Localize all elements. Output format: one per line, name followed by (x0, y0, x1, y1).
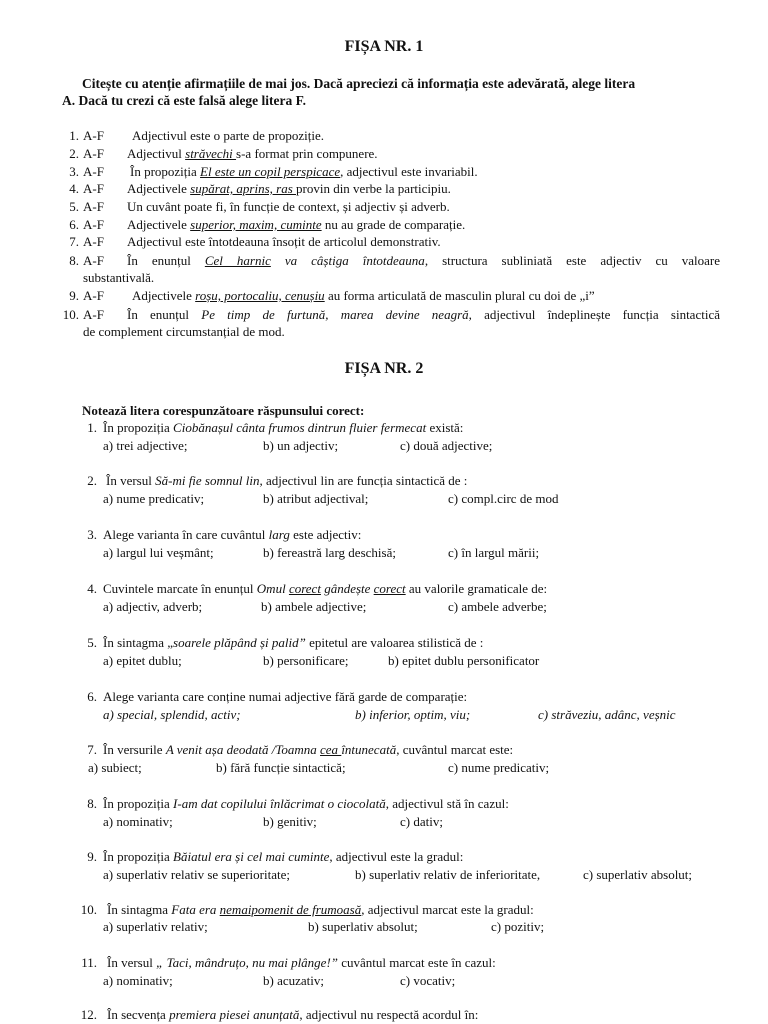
document-page: FIȘA NR. 1 Citește cu atenție afirmațiile de mai jos. Dacă apreciezi că informația este adevărată, alege litera A. Dacă tu crezi că este falsă alege litera F. 1. A-F Adjectivul este o parte de propoziție. 2. A-F Adjectivul străvechi s-a format prin compunere. 3. A-F În propoziția El este un copil perspicace, adjectivul este invariabil. 4. A-F Adjectivele supărat, aprins, ras provin din verbe la participiu. 5. A-F Un cuvânt poate fi, în funcție de context, și adjectiv și adverb. 6. A-F Adjectivele superior, maxim, cuminte nu au grade de comparație. 7. A-F Adjectivul este întotdeauna însoțit de articolul demonstrativ. 8. A-F În enunțul Cel harnic va câștiga întotdeauna, structura subliniată este adjectiv cu valoare substantivală. 9. A-F Adjectivele roșu, portocaliu, cenușiu au forma articulată de masculin plural cu doi de „i” 10. A-F În enunțul Pe timp de furtună, marea devine neagră, adjectivul îndeplinește funcția sintactică de complement circumstanțial de mod. FIȘA NR. 2 Notează litera corespunzătoare răspunsului corect: 1. În propoziția Ciobănașul cânta frumos dintrun fluier fermecat există: a) trei adjective; b) un adjectiv; c) două adjective; 2. În versul Să-mi fie somnul lin, adjectivul lin are funcția sintactică de : a) nume predicativ; b) atribut adjectival; c) compl.circ de mod 3. Alege varianta în care cuvântul larg este adjectiv: a) largul lui veșmânt; b) fereastră larg deschisă; c) în largul mării; 4. Cuvintele marcate în enunțul Omul corect gândește corect au valorile gramaticale de: a) adjectiv, adverb; b) ambele adjective; c) ambele adverbe; 5. În sintagma „soarele plăpând și palid” epitetul are valoarea stilistică de : a) epitet dublu; b) personificare; b) epitet dublu personificator 6. Alege varianta care conține numai adjective fără garde de comparație: a) special, splendid, activ; b) inferior, optim, viu; c) străveziu, adânc, veșnic 7. În versurile A venit așa deodată /Toamna cea întunecată, cuvântul marcat este: a) subiect; b) fără funcție sintactică; c) nume predicativ; 8. În propoziția I-am dat copilului înlăcrimat o ciocolată, adjectivul stă în cazul: a) nominativ; b) genitiv; c) dativ; 9. În propoziția Băiatul era și cel mai cuminte, adjectivul este la gradul: a) superlativ relativ se superioritate; b) superlativ relativ de inferioritate, c) superlativ absolut; 10. În sintagma Fata era nemaipomenit de frumoasă, adjectivul marcat este la gradul: a) superlativ relativ; b) superlativ absolut; c) pozitiv; 11. În versul „ Taci, mândruțo, nu mai plânge!” cuvântul marcat este în cazul: a) nominativ; b) acuzativ; c) vocativ; 12. În secvența premiera piesei anunțată, adjectivul nu respectă acordul în: (0, 0, 768, 1024)
sheet1-instruction-line2: A. Dacă tu crezi că este falsă alege litera F. (62, 93, 307, 108)
sheet1-title: FIȘA NR. 1 (344, 38, 424, 55)
sheet2-instruction: Notează litera corespunzătoare răspunsului corect: (82, 403, 365, 418)
sheet1-instruction-line1: Citește cu atenție afirmațiile de mai jos. Dacă apreciezi că informația este adevărată, alege litera (82, 76, 636, 91)
sheet2-title: FIȘA NR. 2 (344, 360, 424, 377)
